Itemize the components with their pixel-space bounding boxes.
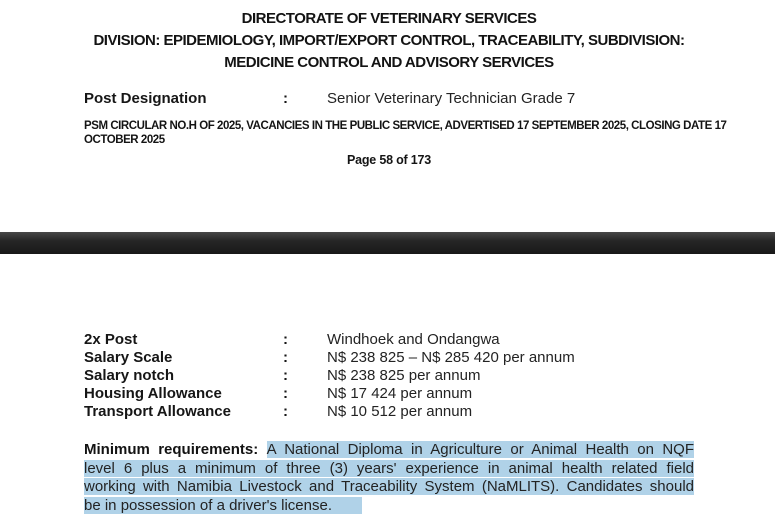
psm-circular-note-line-2: OCTOBER 2025 xyxy=(84,134,165,146)
psm-circular-note xyxy=(84,119,727,147)
post-details-block xyxy=(84,331,724,421)
colon-separator: : xyxy=(283,403,288,420)
requirements-line-2 xyxy=(84,460,694,479)
highlighted-selection-text: A National Diploma in Agriculture or Animal Health on NQF xyxy=(266,441,694,458)
page-number-indicator: Page 58 of 173 xyxy=(346,153,432,167)
colon-separator: : xyxy=(283,331,288,348)
highlighted-selection-text: be in possession of a driver's license. xyxy=(84,497,362,514)
page-break-bar xyxy=(0,232,775,254)
post-designation-value: Senior Veterinary Technician Grade 7 xyxy=(327,90,576,107)
header-line-subdivision: MEDICINE CONTROL AND ADVISORY SERVICES xyxy=(224,54,554,71)
colon-separator: : xyxy=(283,367,288,384)
header-line-division: DIVISION: EPIDEMIOLOGY, IMPORT/EXPORT CONTROL, TRACEABILITY, SUBDIVISION: xyxy=(93,32,685,49)
detail-value: N$ 17 424 per annum xyxy=(327,385,473,402)
document-header xyxy=(84,8,694,74)
requirements-line-3 xyxy=(84,478,694,497)
colon-separator: : xyxy=(283,90,288,107)
detail-value: N$ 238 825 per annum xyxy=(327,367,481,384)
header-line-directorate: DIRECTORATE OF VETERINARY SERVICES xyxy=(241,10,537,27)
detail-row-post xyxy=(84,331,724,349)
colon-separator: : xyxy=(283,385,288,402)
minimum-requirements-paragraph xyxy=(84,441,694,515)
highlighted-selection-text: level 6 plus a minimum of three (3) years' experience in animal health related field xyxy=(84,459,694,477)
detail-label: 2x Post xyxy=(84,331,138,348)
detail-label: Salary Scale xyxy=(84,349,173,366)
psm-circular-note-line-1: PSM CIRCULAR NO.H OF 2025, VACANCIES IN THE PUBLIC SERVICE, ADVERTISED 17 SEPTEMBER 2025, CLOSING DATE 17 xyxy=(84,120,727,132)
minimum-requirements-label: Minimum requirements: xyxy=(84,441,267,458)
colon-separator: : xyxy=(283,349,288,366)
post-designation-label: Post Designation xyxy=(84,90,207,107)
detail-label: Transport Allowance xyxy=(84,403,231,420)
detail-value: N$ 238 825 – N$ 285 420 per annum xyxy=(327,349,575,366)
detail-label: Housing Allowance xyxy=(84,385,222,402)
detail-row-salary-notch xyxy=(84,367,724,385)
requirements-line-1 xyxy=(84,441,694,460)
highlighted-selection-text: working with Namibia Livestock and Traceability System (NaMLITS). Candidates should xyxy=(84,478,694,496)
detail-row-housing-allowance xyxy=(84,385,724,403)
detail-row-transport-allowance xyxy=(84,403,724,421)
post-designation-row xyxy=(84,90,724,108)
detail-row-salary-scale xyxy=(84,349,724,367)
detail-value: Windhoek and Ondangwa xyxy=(327,331,500,348)
detail-value: N$ 10 512 per annum xyxy=(327,403,473,420)
requirements-line-4 xyxy=(84,497,694,516)
detail-label: Salary notch xyxy=(84,367,175,384)
